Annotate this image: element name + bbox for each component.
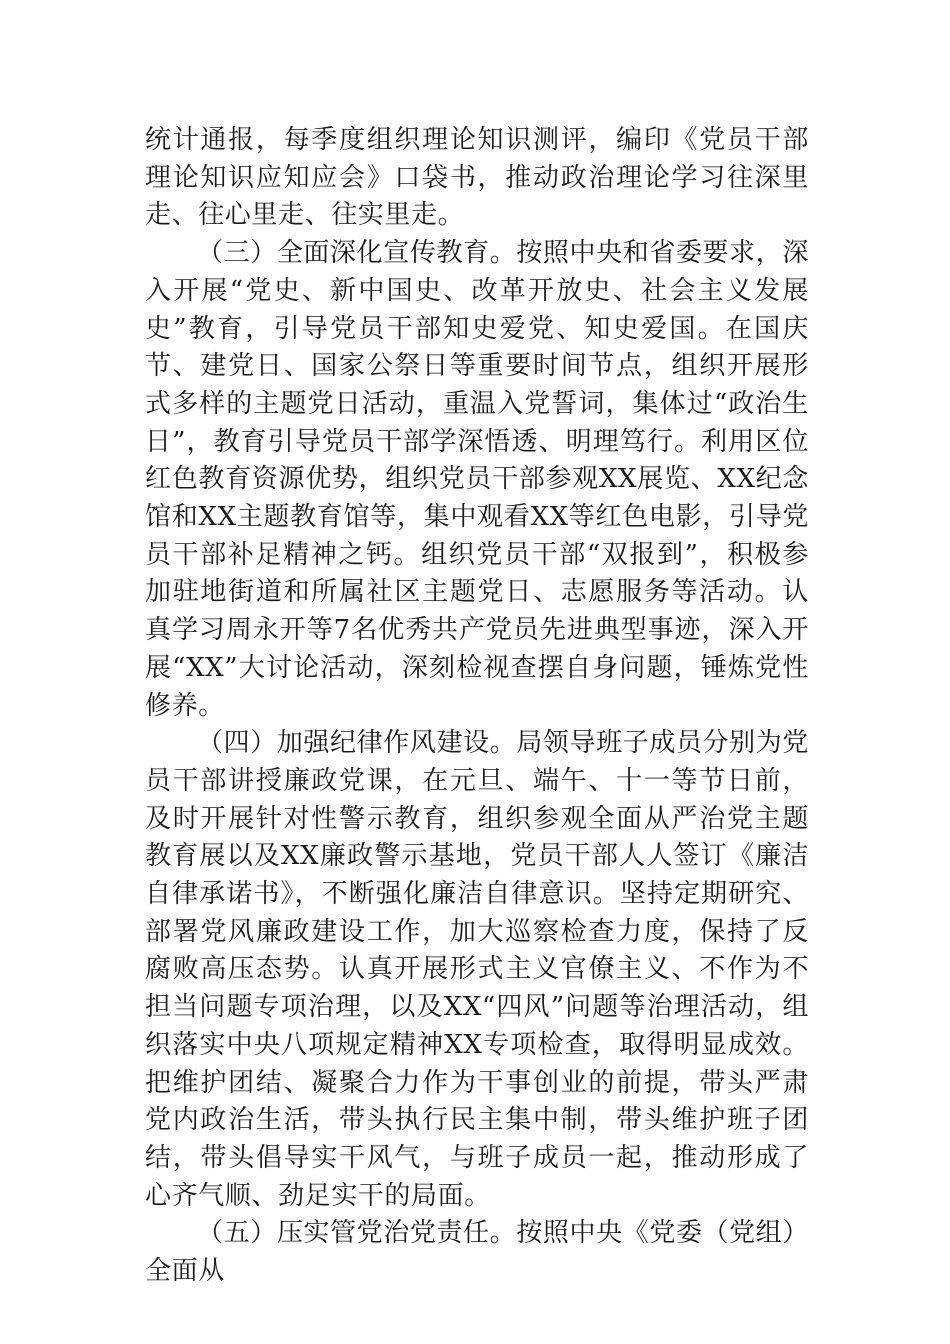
document-body — [145, 122, 809, 1291]
paragraph-3: （四）加强纪律作风建设。局领导班子成员分别为党员干部讲授廉政党课，在元旦、端午、十一等节日前，及时开展针对性警示教育，组织参观全面从严治党主题教育展以及XX廉政警示基地，党员干部人人签订《廉洁自律承诺书》，不断强化廉洁自律意识。坚持定期研究、部署党风廉政建设工作，加大巡察检查力度，保持了反腐败高压态势。认真开展形式主义官僚主义、不作为不担当问题专项治理，以及XX“四风”问题等治理活动，组织落实中央八项规定精神XX专项检查，取得明显成效。把维护团结、凝聚合力作为干事创业的前提，带头严肃党内政治生活，带头执行民主集中制，带头维护班子团结，带头倡导实干风气，与班子成员一起，推动形成了心齐气顺、劲足实干的局面。 — [145, 728, 809, 1211]
paragraph-4: （五）压实管党治党责任。按照中央《党委（党组）全面从 — [145, 1218, 809, 1287]
paragraph-1: 统计通报，每季度组织理论知识测评，编印《党员干部理论知识应知应会》口袋书，推动政治理论学习往深里走、往心里走、往实里走。 — [145, 125, 809, 231]
paragraph-2: （三）全面深化宣传教育。按照中央和省委要求，深入开展“党史、新中国史、改革开放史、社会主义发展史”教育，引导党员干部知史爱党、知史爱国。在国庆节、建党日、国家公祭日等重要时间节点，组织开展形式多样的主题党日活动，重温入党誓词，集体过“政治生日”，教育引导党员干部学深悟透、明理笃行。利用区位红色教育资源优势，组织党员干部参观XX展览、XX纪念馆和XX主题教育馆等，集中观看XX等红色电影，引导党员干部补足精神之钙。组织党员干部“双报到”，积极参加驻地街道和所属社区主题党日、志愿服务等活动。认真学习周永开等7名优秀共产党员先进典型事迹，深入开展“XX”大讨论活动，深刻检视查摆自身问题，锤炼党性修养。 — [145, 238, 809, 721]
